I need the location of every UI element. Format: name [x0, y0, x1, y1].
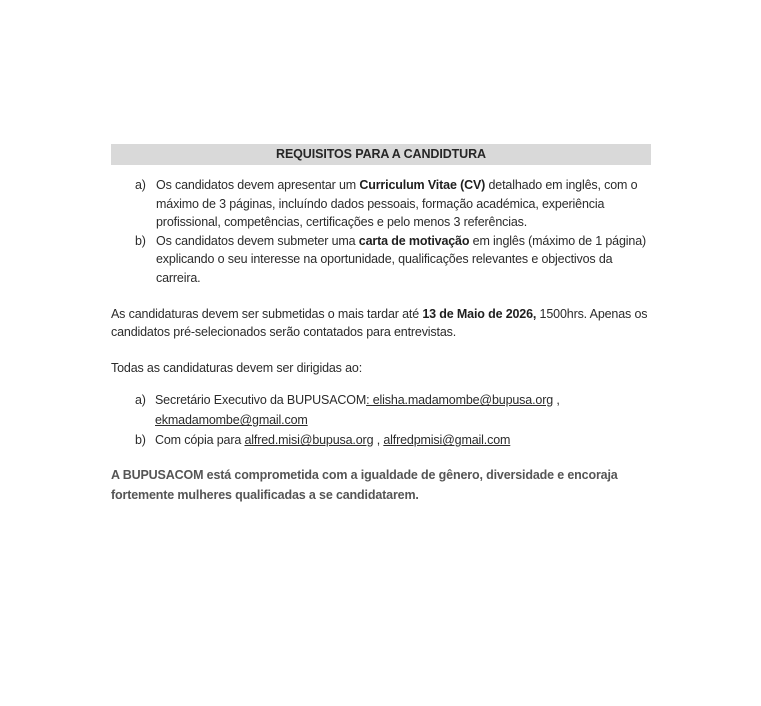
separator: ,: [373, 433, 384, 448]
contacts-list: [111, 390, 651, 450]
list-item: [111, 176, 651, 232]
contact-label: Secretário Executivo da BUPUSACOM: [155, 393, 367, 408]
requirement-bold: Curriculum Vitae (CV): [359, 178, 486, 192]
email-link[interactable]: ekmadamombe@gmail.com: [155, 413, 308, 428]
list-marker: a): [135, 178, 146, 192]
list-marker: b): [135, 433, 146, 448]
deadline-text: As candidaturas devem ser submetidas o mais tardar até: [111, 306, 423, 321]
requirement-text-rest: em inglês (máximo de 1 página) explicando o seu interesse na oportunidade, qualificações relevantes e objectivos da carreira.: [156, 233, 647, 285]
closing-statement: A BUPUSACOM está comprometida com a igualdade de gênero, diversidade e encoraja fortemente mulheres qualificadas a se candidatarem.: [111, 468, 618, 503]
separator: ,: [553, 393, 560, 408]
requirement-text-rest: detalhado em inglês, com o máximo de 3 páginas, incluíndo dados pessoais, formação académica, experiência profissional, competências, certificações e pelo menos 3 referências.: [156, 178, 638, 230]
list-item: [111, 232, 651, 288]
requirement-bold: carta de motivação: [358, 233, 470, 248]
address-intro: Todas as candidaturas devem ser dirigidas ao:: [111, 360, 363, 375]
list-marker: a): [135, 393, 146, 408]
list-item: [111, 430, 651, 450]
requirement-text: Os candidatos devem apresentar um: [156, 178, 360, 192]
section-heading: REQUISITOS PARA A CANDIDTURA: [111, 144, 651, 165]
email-link[interactable]: alfredpmisi@gmail.com: [383, 433, 511, 448]
deadline-date: 13 de Maio de 2026,: [422, 306, 537, 321]
deadline-paragraph: [111, 305, 651, 342]
email-link[interactable]: : elisha.madamombe@bupusa.org: [366, 393, 554, 408]
email-link[interactable]: alfred.misi@bupusa.org: [244, 433, 374, 448]
list-marker: b): [135, 233, 146, 248]
document-body: [111, 144, 651, 518]
requirement-text: Os candidatos devem submeter uma: [156, 233, 359, 248]
requirements-list: [111, 176, 651, 288]
contact-label: Com cópia para: [155, 433, 245, 448]
list-item: [111, 390, 651, 430]
deadline-text-rest: 1500hrs. Apenas os candidatos pré-selecionados serão contatados para entrevistas.: [111, 306, 648, 340]
